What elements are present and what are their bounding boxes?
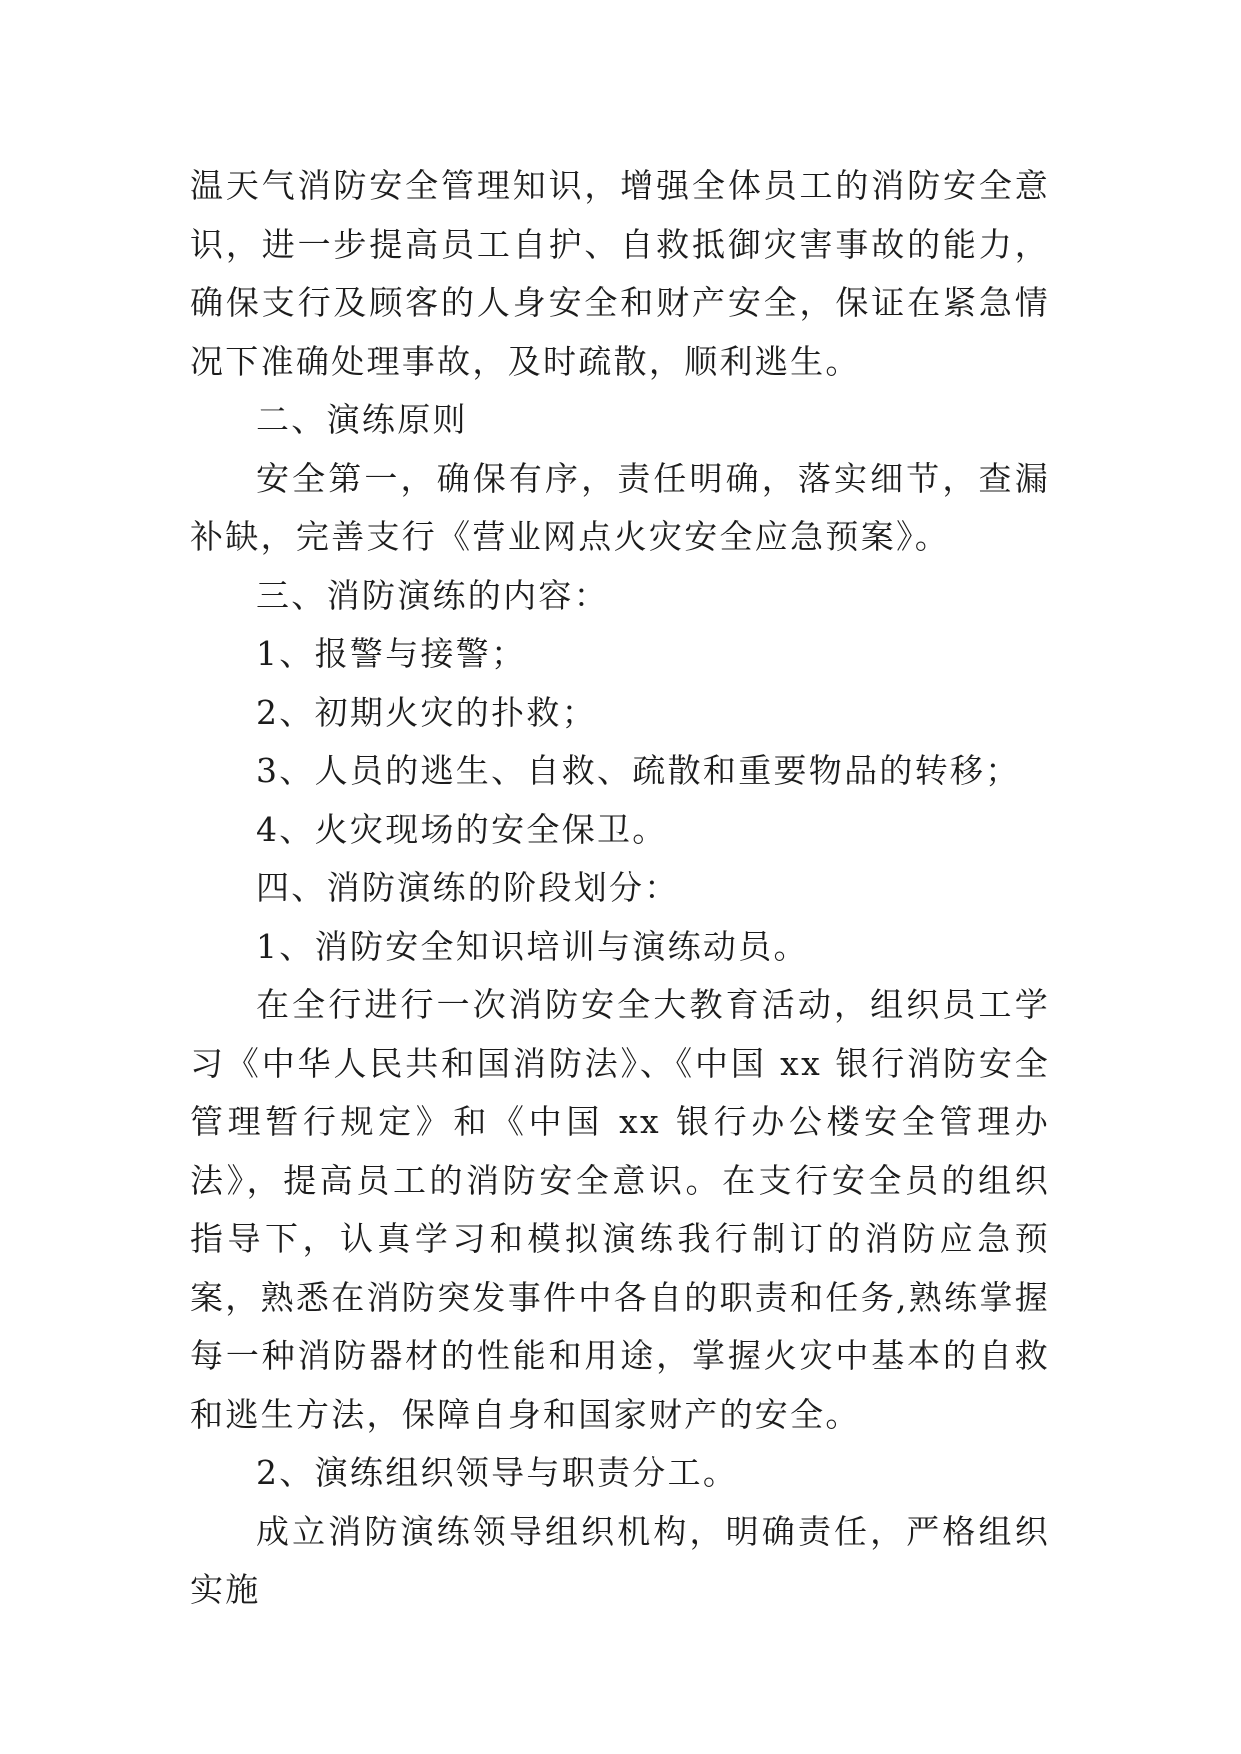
section-heading-content: 三、消防演练的内容：: [256, 575, 609, 615]
paragraph-principles: 安全第一，确保有序，责任明确，落实细节，查漏补缺，完善支行《营业网点火灾安全应急预案》。: [190, 458, 1050, 556]
subheading-stage-1: 1、消防安全知识培训与演练动员。: [256, 926, 809, 966]
paragraph-stage-1: 在全行进行一次消防安全大教育活动，组织员工学习《中华人民共和国消防法》、《中国 xx 银行消防安全管理暂行规定》和《中国 xx 银行办公楼安全管理办法》，提高员工的消防安全意识。在支行安全员的组织指导下，认真学习和模拟演练我行制订的消防应急预案，熟悉在消防突发事件中各自的职责和任务,熟练掌握每一种消防器材的性能和用途，掌握火灾中基本的自救和逃生方法，保障自身和国家财产的安全。: [190, 985, 1050, 1434]
list-item-content-2: 2、初期火灾的扑救；: [256, 692, 597, 732]
paragraph-stage-2: 成立消防演练领导组织机构，明确责任，严格组织实施: [190, 1511, 1050, 1609]
paragraph-intro-continued: 温天气消防安全管理知识，增强全体员工的消防安全意识，进一步提高员工自护、自救抵御灾害事故的能力，确保支行及顾客的人身安全和财产安全，保证在紧急情况下准确处理事故，及时疏散，顺利逃生。: [190, 166, 1050, 381]
section-heading-principles: 二、演练原则: [256, 400, 468, 439]
document-body: [190, 157, 1050, 1620]
list-item-content-1: 1、报警与接警；: [256, 634, 527, 673]
subheading-stage-2: 2、演练组织领导与职责分工。: [256, 1453, 739, 1492]
list-item-content-3: 3、人员的逃生、自救、疏散和重要物品的转移；: [256, 751, 1021, 790]
section-heading-stages: 四、消防演练的阶段划分：: [256, 868, 680, 907]
list-item-content-4: 4、火灾现场的安全保卫。: [256, 809, 668, 849]
